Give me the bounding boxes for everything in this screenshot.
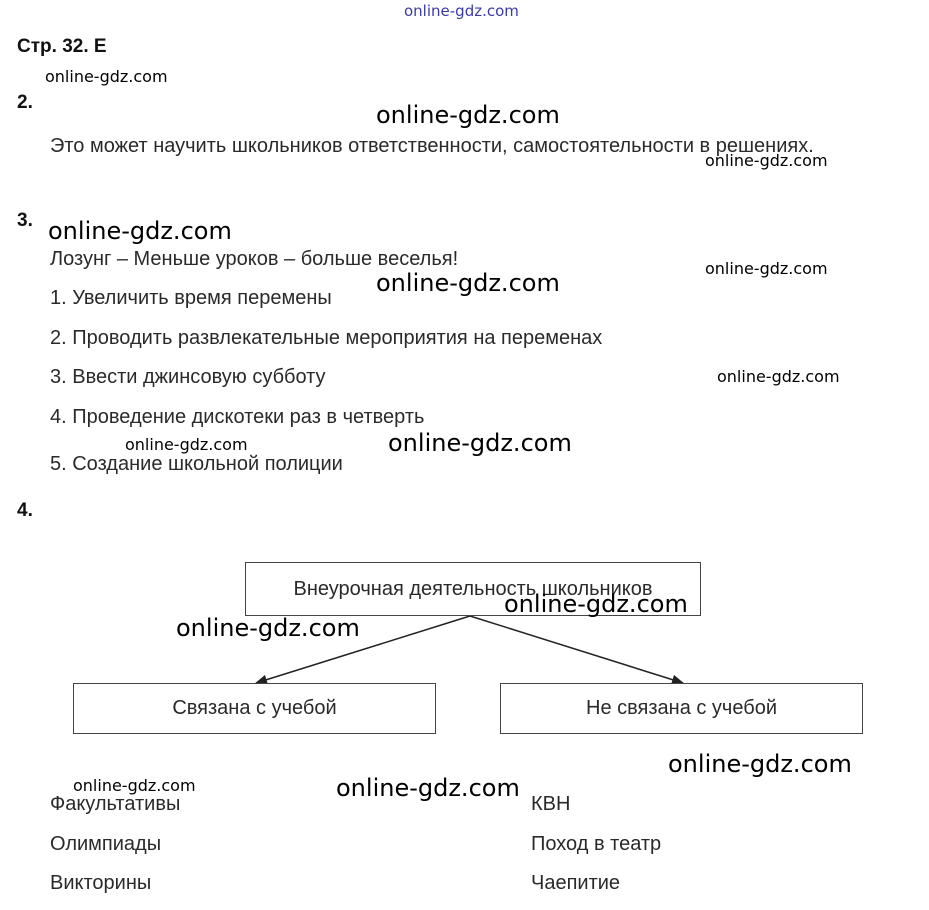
watermark: online-gdz.com — [336, 774, 520, 802]
watermark: online-gdz.com — [668, 750, 852, 778]
task-2-number: 2. — [17, 92, 33, 113]
diagram-left-box — [73, 683, 436, 734]
slogan: Лозунг – Меньше уроков – больше веселья! — [50, 248, 459, 270]
page-heading: Стр. 32. Е — [17, 36, 107, 57]
list-item: 5. Создание школьной полиции — [50, 453, 343, 475]
arrow-right — [470, 616, 683, 683]
watermark: online-gdz.com — [376, 101, 560, 129]
watermark: online-gdz.com — [73, 776, 196, 795]
watermark: online-gdz.com — [176, 614, 360, 642]
right-list-item: КВН — [531, 793, 571, 815]
task-2-text: Это может научить школьников ответственности, самостоятельности в решениях. — [50, 135, 814, 157]
watermark-top: online-gdz.com — [404, 2, 519, 20]
watermark: online-gdz.com — [717, 367, 840, 386]
watermark: online-gdz.com — [125, 435, 248, 454]
left-list-item: Викторины — [50, 872, 152, 894]
list-item: 2. Проводить развлекательные мероприятия на переменах — [50, 327, 603, 349]
watermark: online-gdz.com — [388, 429, 572, 457]
watermark: online-gdz.com — [45, 67, 168, 86]
diagram-right-box — [500, 683, 863, 734]
watermark: online-gdz.com — [705, 259, 828, 278]
diagram-left-label: Связана с учебой — [172, 697, 337, 719]
list-item: 3. Ввести джинсовую субботу — [50, 366, 326, 388]
diagram-root-label: Внеурочная деятельность школьников — [293, 577, 653, 600]
left-list-item: Олимпиады — [50, 833, 162, 855]
right-list-item: Поход в театр — [531, 833, 662, 855]
watermark: online-gdz.com — [376, 269, 560, 297]
watermark: online-gdz.com — [48, 217, 232, 245]
left-list-item: Факультативы — [50, 793, 181, 815]
task-3-number: 3. — [17, 210, 33, 231]
list-item: 4. Проведение дискотеки раз в четверть — [50, 406, 425, 428]
task-4-number: 4. — [17, 500, 33, 521]
list-item: 1. Увеличить время перемены — [50, 287, 332, 309]
right-list-item: Чаепитие — [531, 872, 621, 894]
watermark: online-gdz.com — [705, 151, 828, 170]
watermark: online-gdz.com — [504, 590, 688, 618]
diagram-right-label: Не связана с учебой — [586, 697, 777, 719]
